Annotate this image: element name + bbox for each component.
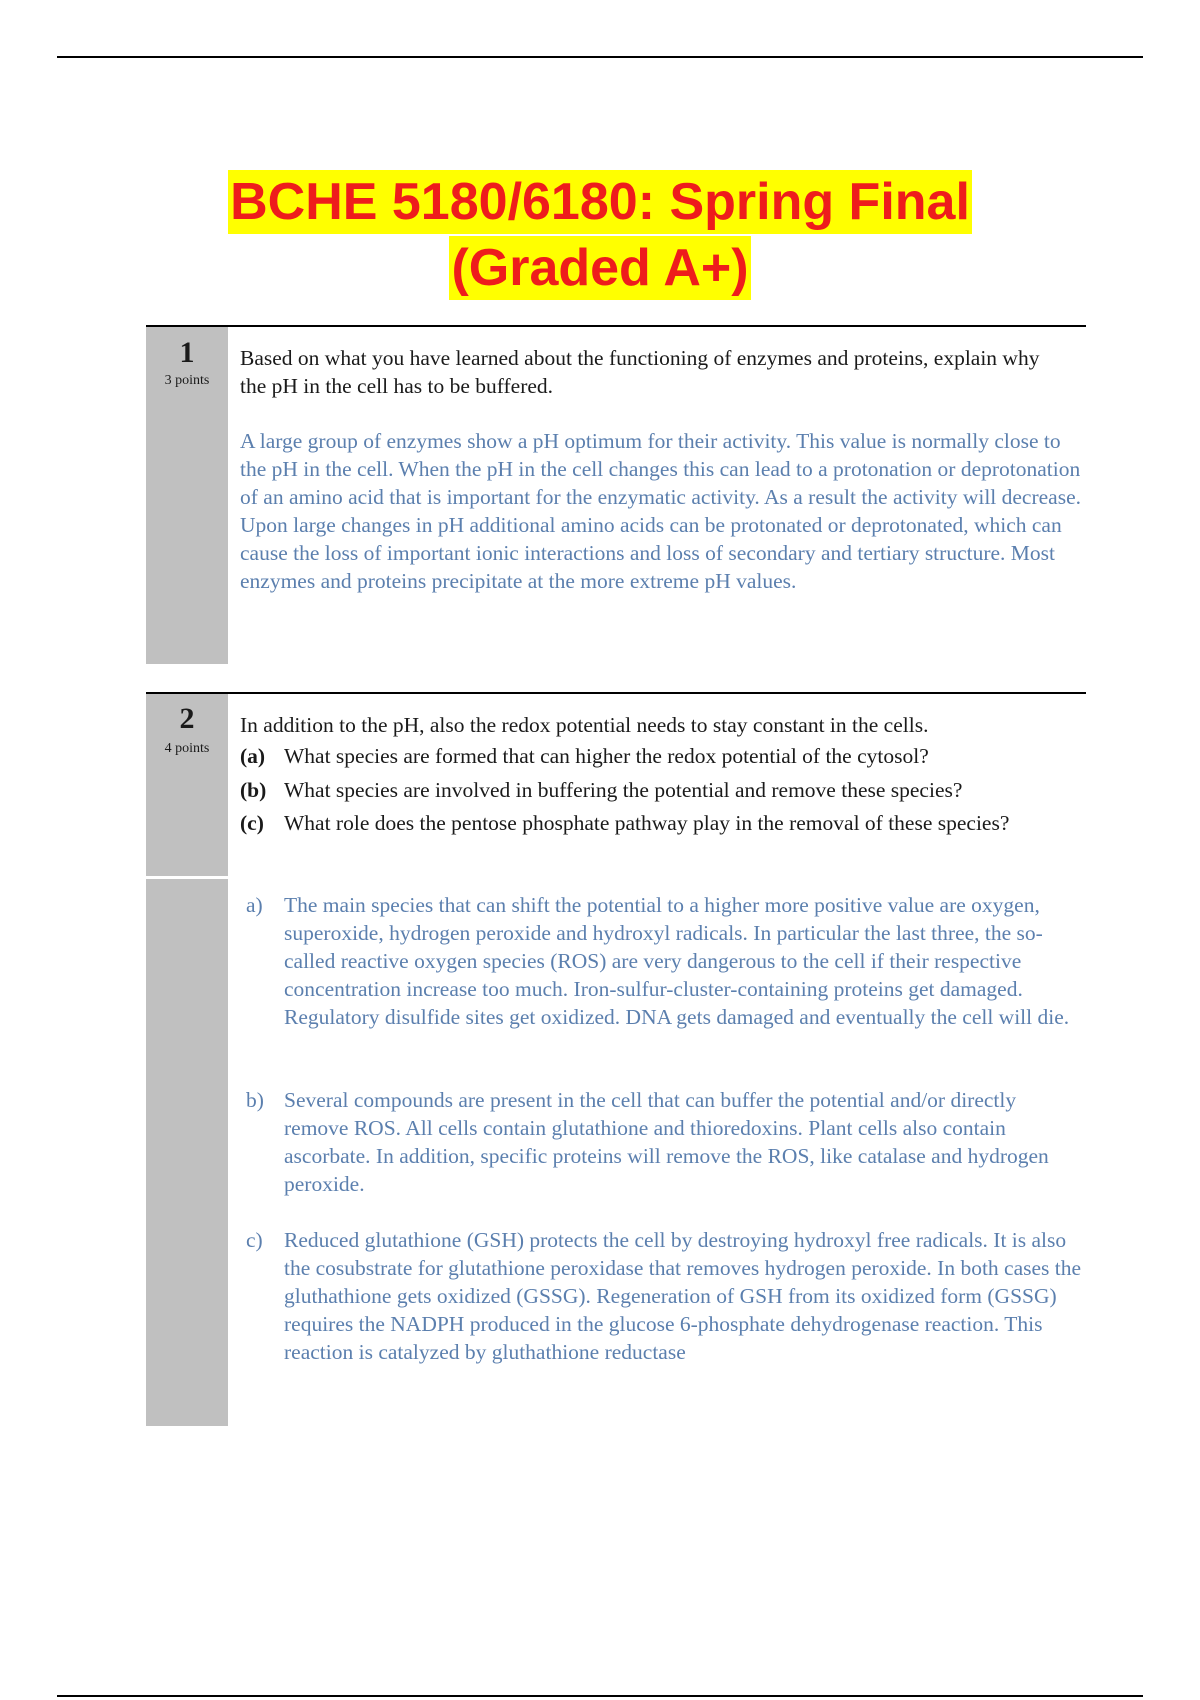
part-a-label: (a)	[240, 744, 266, 768]
answer-a-text: The main species that can shift the potential to a higher more positive value are oxygen, superoxide, hydrogen peroxide and hydroxyl radicals. In particular the last three, the so-called reactive oxygen species (ROS) are very dangerous to the cell if their respective concentration increase too much. Iron-sulfur-cluster-containing proteins get damaged. Regulatory disulfide sites get oxidized. DNA gets damaged and eventually the cell will die.	[284, 893, 1070, 1029]
document-title	[0, 170, 1200, 302]
question-1-text: Based on what you have learned about the functioning of enzymes and proteins, explain why the pH in the cell has to be buffered.	[240, 346, 1040, 398]
answer-c-text: Reduced glutathione (GSH) protects the cell by destroying hydroxyl free radicals. It is also the cosubstrate for glutathione peroxidase that removes hydrogen peroxide. In both cases the gluthathione gets oxidized (GSSG). Regeneration of GSH from its oxidized form (GSSG) requires the NADPH produced in the glucose 6-phosphate dehydrogenase reaction. This reaction is catalyzed by gluthathione reductase	[284, 1228, 1082, 1364]
part-c-text: What role does the pentose phosphate pathway play in the removal of these species?	[284, 811, 1010, 835]
answer-a-label: a)	[246, 893, 263, 917]
question-2-sidebar-bottom	[146, 879, 228, 1426]
answer-b-text: Several compounds are present in the cell that can buffer the potential and/or directly remove ROS. All cells contain glutathione and thioredoxins. Plant cells also contain ascorbate. In addition, specific proteins will remove the ROS, like catalase and hydrogen peroxide.	[284, 1088, 1049, 1196]
part-c-label: (c)	[240, 811, 264, 835]
question-1-rule	[146, 325, 1086, 327]
page-top-rule	[57, 56, 1143, 58]
question-1-points: 3 points	[164, 373, 210, 388]
answer-c-label: c)	[246, 1228, 263, 1252]
question-2-points: 4 points	[164, 741, 210, 756]
question-2-number: 2	[179, 702, 195, 735]
part-b-text: What species are involved in buffering the potential and remove these species?	[284, 778, 963, 802]
page-bottom-rule	[57, 1695, 1143, 1697]
question-1-answer: A large group of enzymes show a pH optimum for their activity. This value is normally close to the pH in the cell. When the pH in the cell changes this can lead to a protonation or deprotonation of an amino acid that is important for the enzymatic activity. As a result the activity will decrease. Upon large changes in pH additional amino acids can be protonated or deprotonated, which can cause the loss of important ionic interactions and loss of secondary and tertiary structure. Most enzymes and proteins precipitate at the more extreme pH values.	[240, 429, 1082, 593]
title-line-1: BCHE 5180/6180: Spring Final	[228, 170, 972, 234]
question-2-intro: In addition to the pH, also the redox potential needs to stay constant in the cells.	[240, 713, 929, 737]
answer-b-label: b)	[246, 1088, 264, 1112]
title-line-2: (Graded A+)	[449, 236, 750, 300]
part-a-text: What species are formed that can higher the redox potential of the cytosol?	[284, 744, 929, 768]
part-b-label: (b)	[240, 778, 267, 802]
question-1-number: 1	[179, 336, 195, 369]
question-2-rule	[146, 692, 1086, 694]
